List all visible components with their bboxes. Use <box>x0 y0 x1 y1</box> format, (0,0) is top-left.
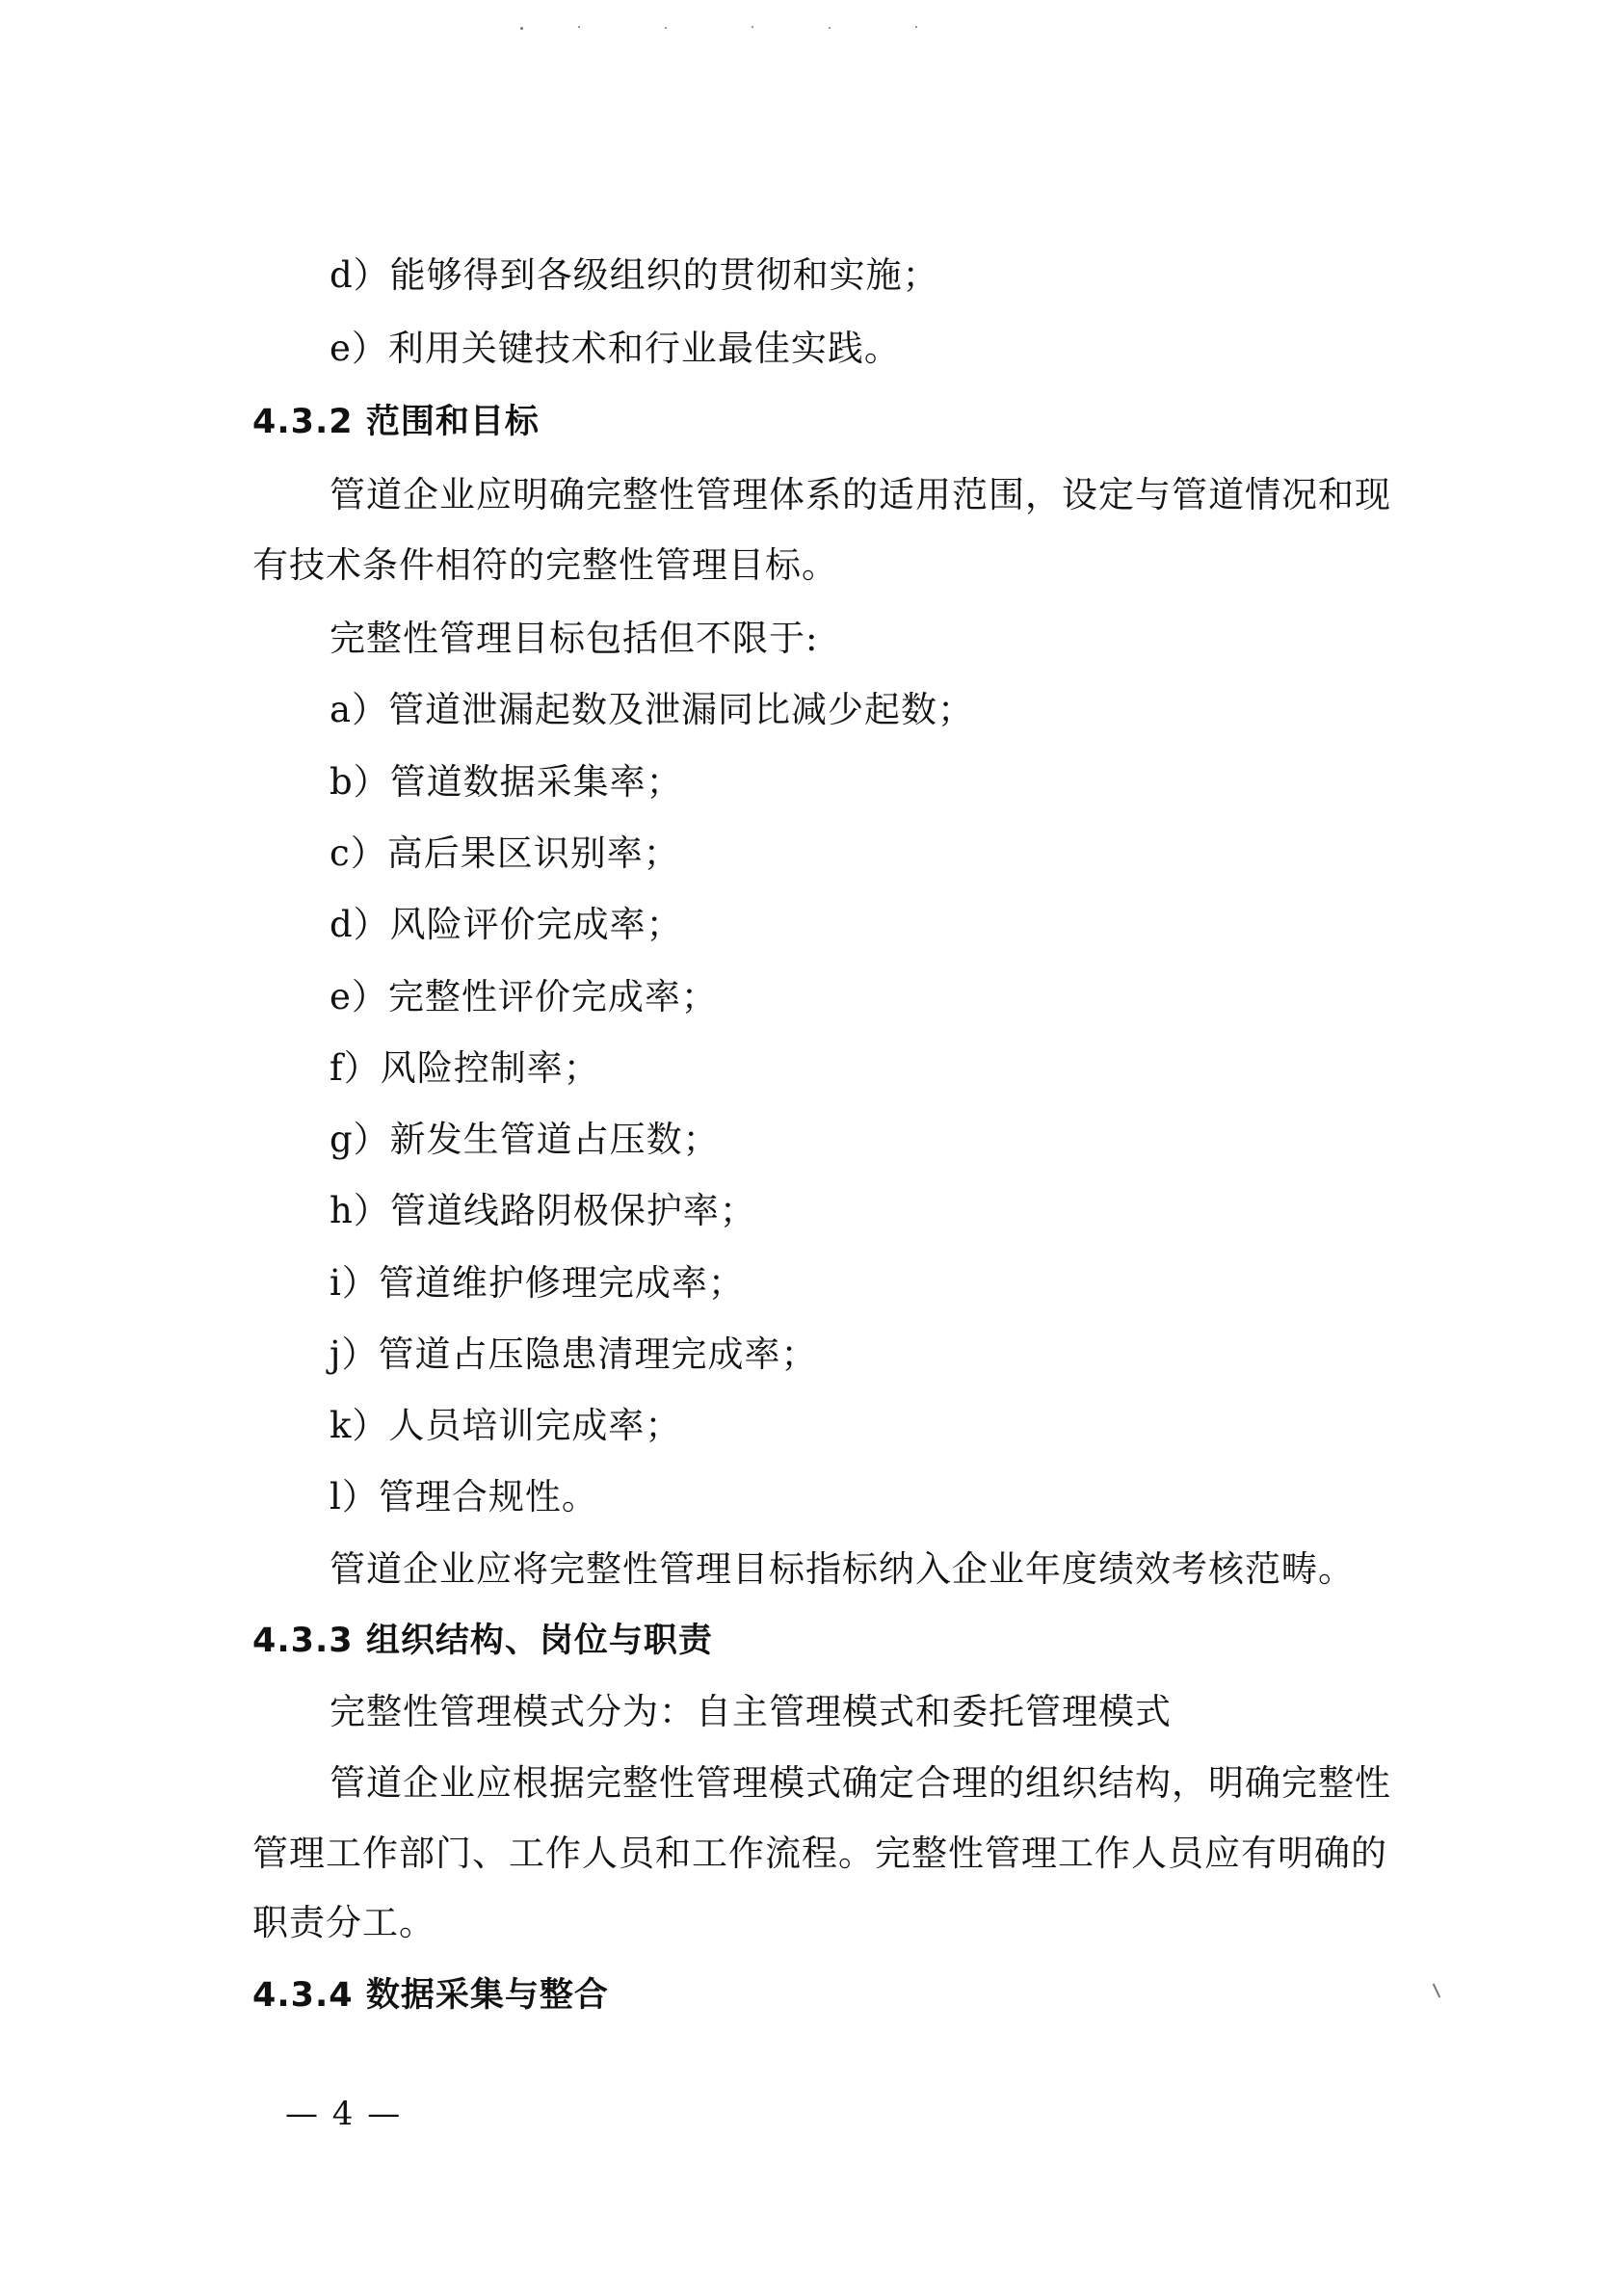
scan-speck <box>520 27 523 30</box>
section-heading-4-3-2: 4.3.2 范围和目标 <box>252 403 540 441</box>
list-item-b: b）管道数据采集率； <box>330 761 683 803</box>
paragraph-organization-line-1: 管道企业应根据完整性管理模式确定合理的组织结构，明确完整性 <box>330 1762 1391 1804</box>
paragraph-goals-intro: 完整性管理目标包括但不限于: <box>330 618 819 659</box>
scan-speck <box>752 26 753 28</box>
list-item-a: a）管道泄漏起数及泄漏同比减少起数； <box>330 689 975 730</box>
scan-speck <box>915 26 917 28</box>
list-item-f: f）风险控制率； <box>330 1047 600 1089</box>
scan-speck <box>578 26 580 28</box>
paragraph-scope-line-2: 有技术条件相符的完整性管理目标。 <box>252 544 838 586</box>
list-item-c: c）高后果区识别率； <box>330 832 680 874</box>
page-number: — 4 — <box>285 2095 403 2133</box>
paragraph-organization-line-2: 管理工作部门、工作人员和工作流程。完整性管理工作人员应有明确的 <box>252 1833 1387 1874</box>
section-heading-4-3-3: 4.3.3 组织结构、岗位与职责 <box>252 1622 713 1660</box>
paragraph-organization-line-3: 职责分工。 <box>252 1902 435 1943</box>
list-item-d2: d）风险评价完成率； <box>330 904 683 945</box>
scan-speck <box>665 27 667 29</box>
list-item-j: j）管道占压隐患清理完成率； <box>330 1333 818 1375</box>
list-item-l: l）管理合规性。 <box>330 1476 598 1517</box>
list-item-d: d）能够得到各级组织的贯彻和实施； <box>330 254 939 296</box>
list-item-k: k）人员培训完成率； <box>330 1405 682 1446</box>
list-item-g: g）新发生管道占压数； <box>330 1119 720 1160</box>
scan-mark <box>1433 1983 1441 1997</box>
section-heading-4-3-4: 4.3.4 数据采集与整合 <box>252 1976 609 2015</box>
list-item-e: e）利用关键技术和行业最佳实践。 <box>330 328 901 369</box>
scan-speck <box>829 27 831 29</box>
paragraph-modes: 完整性管理模式分为：自主管理模式和委托管理模式 <box>330 1691 1172 1732</box>
list-item-e2: e）完整性评价完成率； <box>330 976 718 1017</box>
paragraph-scope-line-1: 管道企业应明确完整性管理体系的适用范围，设定与管道情况和现 <box>330 474 1391 515</box>
paragraph-performance: 管道企业应将完整性管理目标指标纳入企业年度绩效考核范畴。 <box>330 1548 1355 1590</box>
list-item-i: i）管道维护修理完成率； <box>330 1262 745 1304</box>
list-item-h: h）管道线路阴极保护率； <box>330 1190 756 1231</box>
